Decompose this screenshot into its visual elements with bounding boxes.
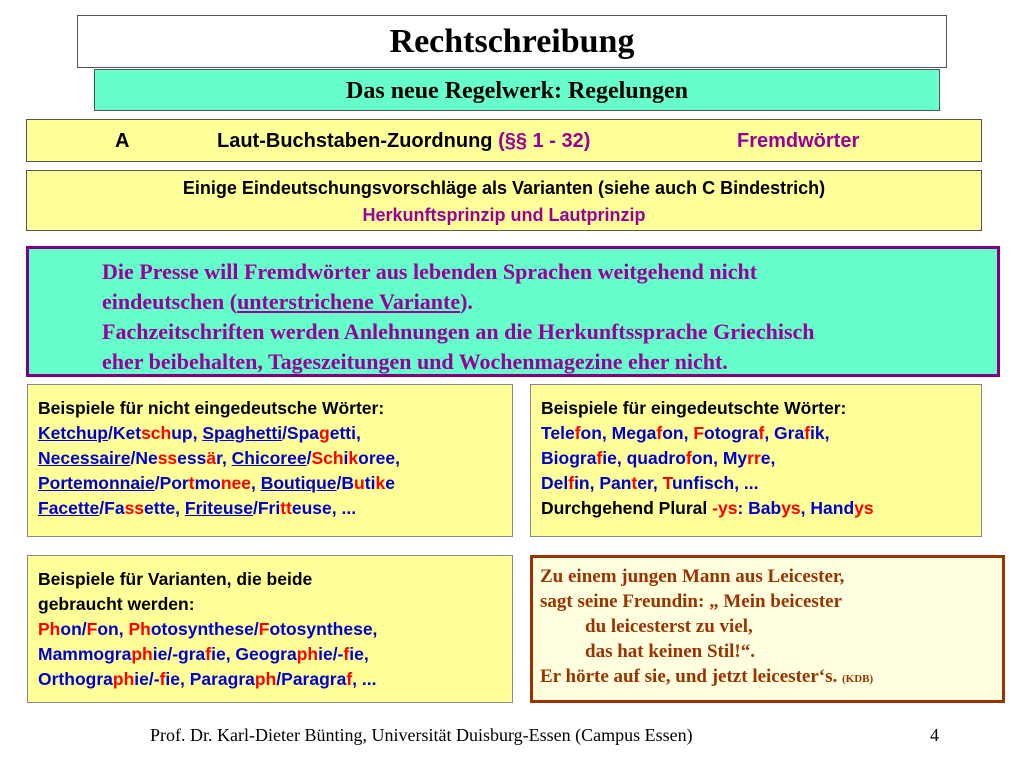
example-word-part: /B xyxy=(336,473,355,493)
example-word-part: /Spa xyxy=(282,423,320,443)
example-word-part: Sch xyxy=(311,448,344,468)
example-word-part: k xyxy=(348,448,359,468)
poem-line5 xyxy=(540,664,1002,692)
example-word-part: ik, xyxy=(810,423,830,443)
example-word-part: on, My xyxy=(691,448,748,468)
example-word-part: tt xyxy=(280,498,292,518)
example-word-part: ti xyxy=(364,473,376,493)
poem-line3: du leicesterst zu viel, xyxy=(585,616,753,637)
example-word-part: on, Mega xyxy=(580,423,657,443)
example-line xyxy=(541,471,981,496)
example-word-part: Necessaire xyxy=(38,448,131,468)
presse-line2 xyxy=(102,287,997,317)
example-word-part: Ketchup xyxy=(38,423,108,443)
example-word-part: sch xyxy=(141,423,172,443)
example-word-part: ph xyxy=(254,669,277,689)
example-word-part: rr xyxy=(747,448,761,468)
example-line xyxy=(541,496,981,521)
example-word-part: F xyxy=(693,423,705,443)
example-word-part: up, xyxy=(171,423,203,443)
example-word-part: ys xyxy=(854,498,874,518)
slide-subtitle: Das neue Regelwerk: Regelungen xyxy=(94,69,940,111)
presse-line2-end: ). xyxy=(460,289,473,314)
example-word-part: Spaghetti xyxy=(202,423,283,443)
example-word-part: f xyxy=(205,644,212,664)
example-word-part: f xyxy=(574,423,581,443)
example-word-part: euse, ... xyxy=(291,498,357,518)
example-word-part: on, xyxy=(97,619,129,639)
example-word-part: ie, Paragra xyxy=(165,669,255,689)
example-line xyxy=(38,617,512,642)
example-word-part: t xyxy=(188,473,195,493)
example-word-part: e xyxy=(385,473,395,493)
example-word-part: f xyxy=(685,448,692,468)
example-word-part: f xyxy=(758,423,765,443)
example-word-part: Facette xyxy=(38,498,100,518)
example-line xyxy=(541,421,981,446)
examples-heading-line2: gebraucht werden: xyxy=(38,594,195,614)
example-word-part: f xyxy=(596,448,603,468)
example-word-part: oree, xyxy=(358,448,400,468)
example-word-part: Ph xyxy=(38,619,61,639)
example-word-part: ph xyxy=(112,669,135,689)
example-word-part: ie/- xyxy=(318,644,344,664)
example-word-part: Friteuse xyxy=(184,498,253,518)
presse-box xyxy=(26,246,1000,377)
example-word-part: f xyxy=(568,473,575,493)
examples-heading-line1: Beispiele für Varianten, die beide xyxy=(38,569,313,589)
examples-heading: Beispiele für nicht eingedeutsche Wörter: xyxy=(38,398,385,418)
example-word-part: /Fri xyxy=(252,498,281,518)
poem-line5-text: Er hörte auf sie, und jetzt leicester‘s. xyxy=(540,666,838,687)
example-line xyxy=(38,642,512,667)
poem-line2: sagt seine Freundin: „ Mein beicester xyxy=(540,591,843,612)
example-word-part: Mammogra xyxy=(38,644,132,664)
example-word-part: F xyxy=(86,619,98,639)
example-word-part: : Bab xyxy=(737,498,782,518)
example-word-part: /Por xyxy=(154,473,189,493)
limerick-box xyxy=(530,555,1005,703)
example-word-part: ss xyxy=(157,448,178,468)
examples-germanized xyxy=(530,384,982,537)
example-line xyxy=(541,446,981,471)
example-word-part: etti, xyxy=(329,423,361,443)
example-word-part: k xyxy=(375,473,386,493)
example-word-part: ess xyxy=(177,448,207,468)
poem-line1: Zu einem jungen Mann aus Leicester, xyxy=(540,566,845,587)
example-word-part: ys xyxy=(781,498,801,518)
example-word-part: ss xyxy=(124,498,145,518)
presse-line4: eher beibehalten, Tageszeitungen und Wochenmagezine eher nicht. xyxy=(102,349,728,374)
example-word-part: otosynthese/ xyxy=(150,619,259,639)
example-word-part: ie, Geogra xyxy=(211,644,297,664)
example-word-part: er, xyxy=(637,473,663,493)
presse-line3: Fachzeitschriften werden Anlehnungen an die Herkunftssprache Griechisch xyxy=(102,319,815,344)
example-word-part: Boutique xyxy=(260,473,337,493)
example-word-part: /Fa xyxy=(99,498,125,518)
example-word-part: otogra xyxy=(704,423,759,443)
example-word-part: on/ xyxy=(60,619,87,639)
example-line xyxy=(38,667,512,692)
example-word-part: , Gra xyxy=(764,423,805,443)
example-word-part: Portemonnaie xyxy=(38,473,155,493)
example-word-part: Del xyxy=(541,473,569,493)
presse-line1: Die Presse will Fremdwörter aus lebenden Sprachen weitgehend nicht xyxy=(102,259,758,284)
example-word-part: in, Pan xyxy=(574,473,632,493)
example-word-part: f xyxy=(343,644,350,664)
example-word-part: ph xyxy=(131,644,153,664)
example-word-part: T xyxy=(662,473,672,493)
slide-title: Rechtschreibung xyxy=(77,15,947,68)
example-word-part: ie, quadro xyxy=(602,448,686,468)
poem-line4: das hat keinen Stil!“. xyxy=(585,641,755,662)
example-word-part: F xyxy=(258,619,270,639)
examples-variants xyxy=(27,555,513,703)
example-word-part: r, xyxy=(216,448,232,468)
example-word-part: Orthogra xyxy=(38,669,113,689)
example-line xyxy=(38,421,512,446)
example-word-part: /Ket xyxy=(108,423,142,443)
example-lines xyxy=(38,421,512,521)
example-word-part: g xyxy=(319,423,330,443)
example-word-part: e, xyxy=(760,448,776,468)
example-word-part: i xyxy=(343,448,349,468)
section-a-header xyxy=(26,119,982,162)
poem-attribution: (KDB) xyxy=(842,673,874,685)
eindeutschung-box xyxy=(26,170,982,231)
section-heading-text: Laut-Buchstaben-Zuordnung xyxy=(217,130,493,152)
example-word-part: Tele xyxy=(541,423,575,443)
example-word-part: ie/- xyxy=(134,669,160,689)
example-word-part: f xyxy=(804,423,811,443)
example-word-part: mo xyxy=(194,473,221,493)
example-word-part: Ph xyxy=(128,619,151,639)
example-word-part: Chicoree xyxy=(231,448,307,468)
example-word-part: ie, xyxy=(349,644,369,664)
example-line xyxy=(38,471,512,496)
eindeutschung-line1: Einige Eindeutschungsvorschläge als Varianten (siehe auch C Bindestrich) xyxy=(182,178,826,198)
example-word-part: -ys xyxy=(712,498,738,518)
section-letter: A xyxy=(115,130,130,152)
example-word-part: otosynthese, xyxy=(269,619,378,639)
example-word-part: f xyxy=(656,423,663,443)
example-word-part: unfisch, ... xyxy=(671,473,759,493)
example-word-part: ie/-gra xyxy=(152,644,206,664)
section-topic: Fremdwörter xyxy=(737,130,860,152)
presse-underlined-variant: unterstrichene Variante xyxy=(237,289,461,314)
examples-not-germanized xyxy=(27,384,513,537)
example-line xyxy=(38,496,512,521)
eindeutschung-line2: Herkunftsprinzip und Lautprinzip xyxy=(362,205,646,225)
example-word-part: u xyxy=(354,473,365,493)
example-lines xyxy=(541,421,981,521)
example-word-part: , Hand xyxy=(800,498,855,518)
example-word-part: Durchgehend Plural xyxy=(541,498,713,518)
example-word-part: /Paragra xyxy=(276,669,347,689)
example-word-part: ph xyxy=(296,644,319,664)
section-heading xyxy=(217,120,590,163)
example-word-part: ä xyxy=(206,448,217,468)
example-line xyxy=(38,446,512,471)
example-word-part: , xyxy=(250,473,261,493)
examples-heading: Beispiele für eingedeutschte Wörter: xyxy=(541,398,847,418)
example-word-part: on, xyxy=(662,423,694,443)
page-number: 4 xyxy=(930,725,939,745)
example-word-part: f xyxy=(159,669,166,689)
example-word-part: , ... xyxy=(352,669,377,689)
example-word-part: /Ne xyxy=(130,448,158,468)
section-paragraphs: (§§ 1 - 32) xyxy=(498,130,591,152)
example-word-part: t xyxy=(631,473,638,493)
example-word-part: nee xyxy=(220,473,251,493)
presse-line2-start: eindeutschen ( xyxy=(102,289,238,314)
example-word-part: ette, xyxy=(144,498,185,518)
example-word-part: / xyxy=(306,448,312,468)
example-word-part: f xyxy=(346,669,353,689)
example-word-part: Biogra xyxy=(541,448,597,468)
footer-author: Prof. Dr. Karl-Dieter Bünting, Universität Duisburg-Essen (Campus Essen) xyxy=(150,725,693,745)
example-lines xyxy=(38,617,512,692)
